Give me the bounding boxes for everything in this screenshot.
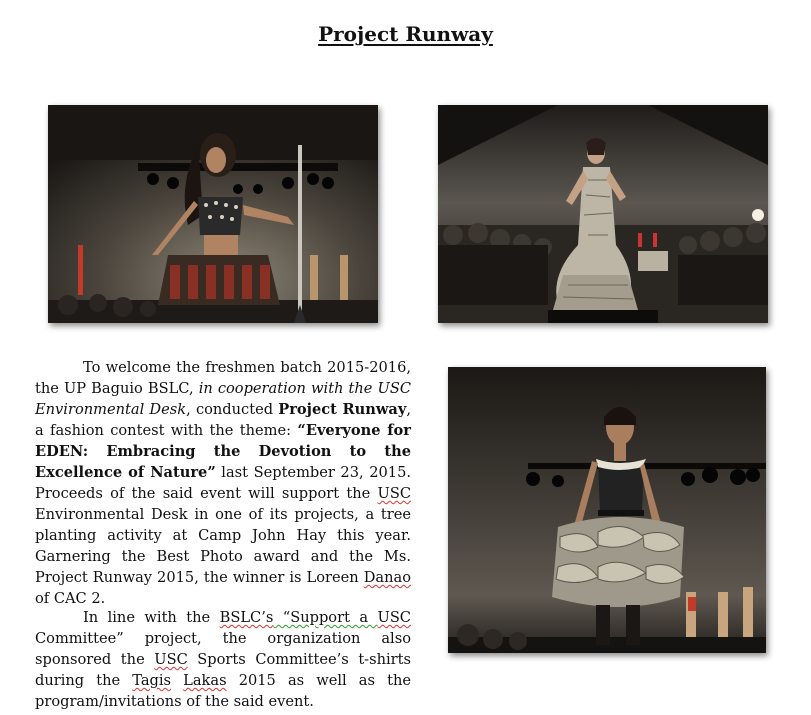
event-name: Project Runway: [278, 401, 407, 418]
spellcheck-word: Tagis: [132, 672, 172, 689]
article-paragraph-support: [35, 607, 411, 712]
spellcheck-word: BSLC’s: [219, 609, 274, 626]
text-run: , conducted: [186, 401, 279, 418]
spellcheck-word: Lakas: [183, 672, 227, 689]
text-run: Sports Committee’s t-shirts during the: [35, 651, 411, 689]
text-run: of CAC 2.: [35, 590, 106, 607]
event-theme: “Everyone for EDEN: Embracing the Devotion to the Excellence of Nature”: [35, 422, 411, 481]
photo-newspaper-gown: [438, 105, 768, 323]
spellcheck-word: Danao: [363, 569, 411, 586]
cooperation-note: in cooperation with the USC Environmental Desk: [35, 380, 411, 418]
page-title: Project Runway: [318, 22, 493, 46]
text-run: Environmental Desk in one of its projects, a tree planting activity at Camp John Hay this year. Garnering the Best Photo award and the Ms. Project Runway 2015, the winner is Loreen: [35, 506, 411, 586]
photo-layered-paper-dress: [448, 367, 766, 653]
text-run: In line with the: [83, 609, 220, 626]
article-paragraph-event: [35, 357, 411, 609]
text-run: , a fashion contest with the theme:: [35, 401, 411, 439]
spellcheck-word: USC: [154, 651, 188, 668]
text-run: last September 23, 2015. Proceeds of the said event will support the: [35, 464, 411, 502]
text-run: To welcome the freshmen batch 2015-2016, the UP Baguio BSLC,: [35, 359, 411, 397]
spellcheck-word: USC: [377, 485, 411, 502]
text-run: Committee” project, the organization also sponsored the: [35, 630, 411, 668]
spellcheck-word: USC: [377, 609, 411, 626]
grammar-check-space: “Support a: [273, 609, 378, 626]
photo-warrior-costume: [48, 105, 378, 323]
text-run: [171, 672, 183, 689]
text-run: 2015 as well as the program/invitations of the said event.: [35, 672, 411, 710]
